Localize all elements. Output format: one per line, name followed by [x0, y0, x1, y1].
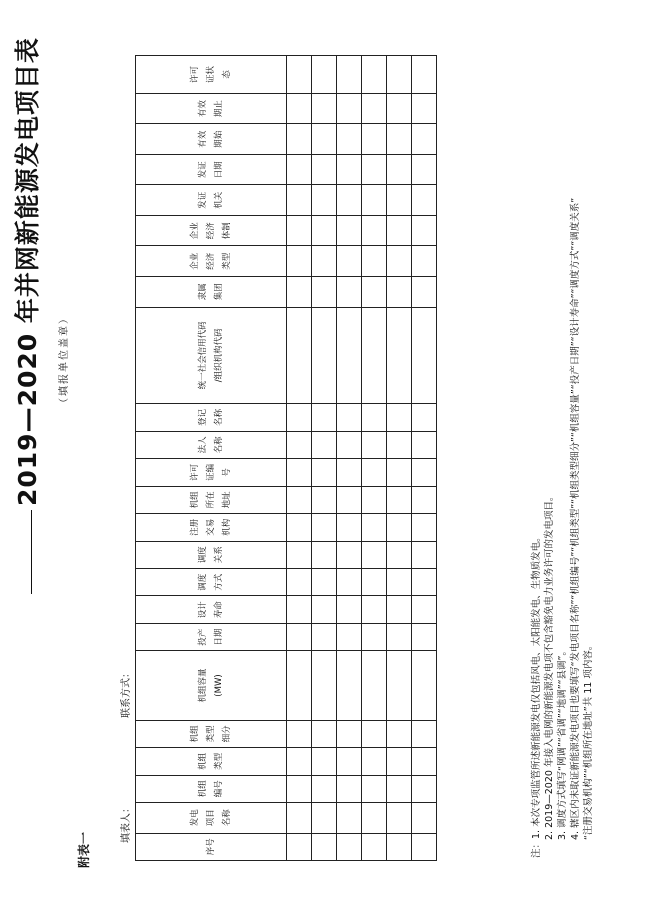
table-cell[interactable] [412, 459, 437, 486]
column-header: 机组 类型 细分 [136, 720, 287, 747]
table-cell[interactable] [337, 651, 362, 720]
table-cell[interactable] [412, 514, 437, 541]
table-cell[interactable] [287, 93, 312, 124]
table-cell[interactable] [312, 246, 337, 277]
column-header: 法人 名称 [136, 431, 287, 458]
table-cell[interactable] [412, 185, 437, 216]
table-cell[interactable] [337, 56, 362, 94]
table-cell[interactable] [362, 486, 387, 513]
table-cell[interactable] [412, 596, 437, 623]
column-header: 登记 名称 [136, 404, 287, 431]
table-cell[interactable] [387, 803, 412, 834]
table-cell[interactable] [362, 93, 387, 124]
table-cell[interactable] [287, 748, 312, 775]
table-cell[interactable] [312, 154, 337, 185]
table-cell[interactable] [412, 541, 437, 568]
table-cell[interactable] [287, 307, 312, 404]
table-cell[interactable] [362, 569, 387, 596]
table-cell[interactable] [337, 215, 362, 246]
table-cell[interactable] [312, 404, 337, 431]
table-cell[interactable] [387, 775, 412, 802]
table-cell[interactable] [362, 404, 387, 431]
notes [530, 198, 595, 858]
table-cell[interactable] [362, 514, 387, 541]
table-cell[interactable] [337, 307, 362, 404]
column-header: 发证 日期 [136, 154, 287, 185]
column-header: 发证 机关 [136, 185, 287, 216]
table-cell[interactable] [337, 623, 362, 650]
table-cell[interactable] [287, 803, 312, 834]
column-header: 企业 经济 体制 [136, 215, 287, 246]
table-cell[interactable] [387, 93, 412, 124]
table-cell[interactable] [287, 56, 312, 94]
table-cell[interactable] [387, 514, 412, 541]
table-cell[interactable] [312, 307, 337, 404]
table-cell[interactable] [337, 246, 362, 277]
table-cell[interactable] [387, 486, 412, 513]
table-cell[interactable] [337, 404, 362, 431]
table-cell[interactable] [387, 541, 412, 568]
table-header-row [136, 56, 287, 861]
table-cell[interactable] [362, 246, 387, 277]
table-cell[interactable] [312, 569, 337, 596]
table-cell[interactable] [387, 569, 412, 596]
table-cell[interactable] [337, 748, 362, 775]
table-cell[interactable] [337, 459, 362, 486]
table-cell[interactable] [337, 277, 362, 308]
table-cell[interactable] [362, 748, 387, 775]
column-header: 设计 寿命 [136, 596, 287, 623]
table-cell[interactable] [412, 154, 437, 185]
table-row [387, 56, 412, 861]
table-cell[interactable] [287, 541, 312, 568]
table-cell[interactable] [387, 56, 412, 94]
column-header: 有效 期止 [136, 93, 287, 124]
note-line: 4. 辖区内未取证新能源发电项目也要填写“发电项目名称”“机组编号”“机组类型”“机组类型细分”“机组容量”“投产日期”“设计寿命”“调度方式”“调度关系” [570, 197, 581, 840]
table-cell[interactable] [312, 124, 337, 155]
project-table [135, 55, 437, 861]
table-cell[interactable] [412, 124, 437, 155]
table-cell[interactable] [362, 541, 387, 568]
page-subtitle: （填报单位盖章） [59, 312, 70, 408]
table-cell[interactable] [412, 56, 437, 94]
table-cell[interactable] [312, 486, 337, 513]
table-cell[interactable] [412, 277, 437, 308]
table-cell[interactable] [312, 748, 337, 775]
note-line: 2. 2019—2020 年接入电网的新能源发电项不包含豁免电力业务许可的发电项目。 [544, 491, 555, 840]
table-cell[interactable] [412, 569, 437, 596]
table-cell[interactable] [287, 569, 312, 596]
table-cell[interactable] [362, 651, 387, 720]
table-cell[interactable] [387, 246, 412, 277]
column-header: 调度 方式 [136, 569, 287, 596]
table-cell[interactable] [362, 56, 387, 94]
table-cell[interactable] [387, 124, 412, 155]
table-cell[interactable] [387, 459, 412, 486]
column-header: 发电 项目 名称 [136, 803, 287, 834]
table-cell[interactable] [412, 431, 437, 458]
table-cell[interactable] [287, 596, 312, 623]
table-cell[interactable] [387, 651, 412, 720]
table-cell[interactable] [312, 596, 337, 623]
table-cell[interactable] [337, 431, 362, 458]
column-header: 机组 编号 [136, 775, 287, 802]
table-cell[interactable] [387, 431, 412, 458]
column-header: 企业 经济 类型 [136, 246, 287, 277]
note-line: “注册交易机构”“机组所在地址”共 11 项内容。 [583, 640, 594, 840]
table-cell[interactable] [312, 514, 337, 541]
table-cell[interactable] [287, 514, 312, 541]
table-cell[interactable] [337, 514, 362, 541]
table-cell[interactable] [387, 833, 412, 860]
contact-label: 联系方式： [121, 668, 132, 718]
table-body [287, 56, 437, 861]
table-cell[interactable] [287, 404, 312, 431]
table-cell[interactable] [312, 459, 337, 486]
column-header: 机组容量 (MW) [136, 651, 287, 720]
table-cell[interactable] [412, 215, 437, 246]
table-row [287, 56, 312, 861]
table-cell[interactable] [312, 185, 337, 216]
table-cell[interactable] [312, 775, 337, 802]
table-cell[interactable] [412, 775, 437, 802]
table-cell[interactable] [312, 431, 337, 458]
table-cell[interactable] [362, 833, 387, 860]
table-cell[interactable] [287, 720, 312, 747]
table-cell[interactable] [287, 486, 312, 513]
table-cell[interactable] [287, 215, 312, 246]
table-cell[interactable] [287, 185, 312, 216]
column-header: 注册 交易 机构 [136, 514, 287, 541]
table-cell[interactable] [362, 431, 387, 458]
table-cell[interactable] [337, 541, 362, 568]
table-cell[interactable] [312, 803, 337, 834]
table-cell[interactable] [412, 803, 437, 834]
column-header: 机组 类型 [136, 748, 287, 775]
title-fill-line [31, 510, 32, 594]
table-cell[interactable] [337, 803, 362, 834]
table-cell[interactable] [387, 623, 412, 650]
table-cell[interactable] [337, 93, 362, 124]
table-cell[interactable] [362, 124, 387, 155]
table-cell[interactable] [312, 277, 337, 308]
table-cell[interactable] [362, 720, 387, 747]
table-cell[interactable] [412, 651, 437, 720]
table-row [362, 56, 387, 861]
table-cell[interactable] [362, 775, 387, 802]
table-cell[interactable] [312, 56, 337, 94]
table-cell[interactable] [362, 215, 387, 246]
table-cell[interactable] [387, 277, 412, 308]
table-cell[interactable] [362, 185, 387, 216]
table-cell[interactable] [287, 775, 312, 802]
column-header: 有效 期始 [136, 124, 287, 155]
table-cell[interactable] [287, 124, 312, 155]
table-cell[interactable] [337, 596, 362, 623]
column-header: 序号 [136, 833, 287, 860]
table-cell[interactable] [312, 651, 337, 720]
table-cell[interactable] [312, 215, 337, 246]
table-cell[interactable] [337, 720, 362, 747]
table-row [337, 56, 362, 861]
table-cell[interactable] [287, 277, 312, 308]
table-cell[interactable] [412, 623, 437, 650]
table-cell[interactable] [337, 154, 362, 185]
table-cell[interactable] [387, 404, 412, 431]
column-header: 统一社会信用代码 /组织机构代码 [136, 307, 287, 404]
table-cell[interactable] [287, 154, 312, 185]
table-cell[interactable] [387, 154, 412, 185]
note-line: 3. 调度方式填写“网调”“省调”“地调”“县调”。 [557, 646, 568, 840]
table-cell[interactable] [287, 833, 312, 860]
table-cell[interactable] [337, 569, 362, 596]
table-cell[interactable] [412, 307, 437, 404]
table-cell[interactable] [412, 833, 437, 860]
table-row [412, 56, 437, 861]
column-header: 隶属 集团 [136, 277, 287, 308]
table-cell[interactable] [362, 277, 387, 308]
table-cell[interactable] [362, 803, 387, 834]
table-cell[interactable] [412, 404, 437, 431]
table-cell[interactable] [412, 246, 437, 277]
table-cell[interactable] [287, 623, 312, 650]
table-cell[interactable] [387, 185, 412, 216]
table-cell[interactable] [362, 459, 387, 486]
table-cell[interactable] [387, 596, 412, 623]
table-cell[interactable] [312, 623, 337, 650]
table-cell[interactable] [362, 307, 387, 404]
table-cell[interactable] [337, 185, 362, 216]
note-line: 注：1. 本次专项监管所述新能源发电仅包括风电、太阳能发电、生物质发电。 [531, 532, 542, 858]
column-header: 机组 所在 地址 [136, 486, 287, 513]
table-cell[interactable] [412, 486, 437, 513]
table-cell[interactable] [287, 431, 312, 458]
table-cell[interactable] [312, 720, 337, 747]
table-cell[interactable] [387, 215, 412, 246]
column-header: 投产 日期 [136, 623, 287, 650]
table-cell[interactable] [412, 720, 437, 747]
table-cell[interactable] [287, 246, 312, 277]
page-title: 2019—2020 年并网新能源发电项目表 [13, 37, 42, 506]
appendix-label: 附表一 [77, 831, 91, 868]
column-header: 许可 证状 态 [136, 56, 287, 94]
table-cell[interactable] [362, 596, 387, 623]
filler-label: 填表人： [121, 803, 132, 843]
title-area [0, 0, 50, 918]
table-cell[interactable] [387, 720, 412, 747]
table-row [312, 56, 337, 861]
column-header: 许可 证编 号 [136, 459, 287, 486]
table-cell[interactable] [287, 459, 312, 486]
table-cell[interactable] [387, 748, 412, 775]
table-cell[interactable] [312, 93, 337, 124]
table-cell[interactable] [337, 775, 362, 802]
column-header: 调度 关系 [136, 541, 287, 568]
table-cell[interactable] [337, 833, 362, 860]
table-cell[interactable] [312, 833, 337, 860]
table-cell[interactable] [362, 154, 387, 185]
table-cell[interactable] [287, 651, 312, 720]
table-cell[interactable] [337, 124, 362, 155]
table-cell[interactable] [312, 541, 337, 568]
table-cell[interactable] [412, 748, 437, 775]
table-cell[interactable] [337, 486, 362, 513]
table-cell[interactable] [387, 307, 412, 404]
table-cell[interactable] [362, 623, 387, 650]
table-cell[interactable] [412, 93, 437, 124]
